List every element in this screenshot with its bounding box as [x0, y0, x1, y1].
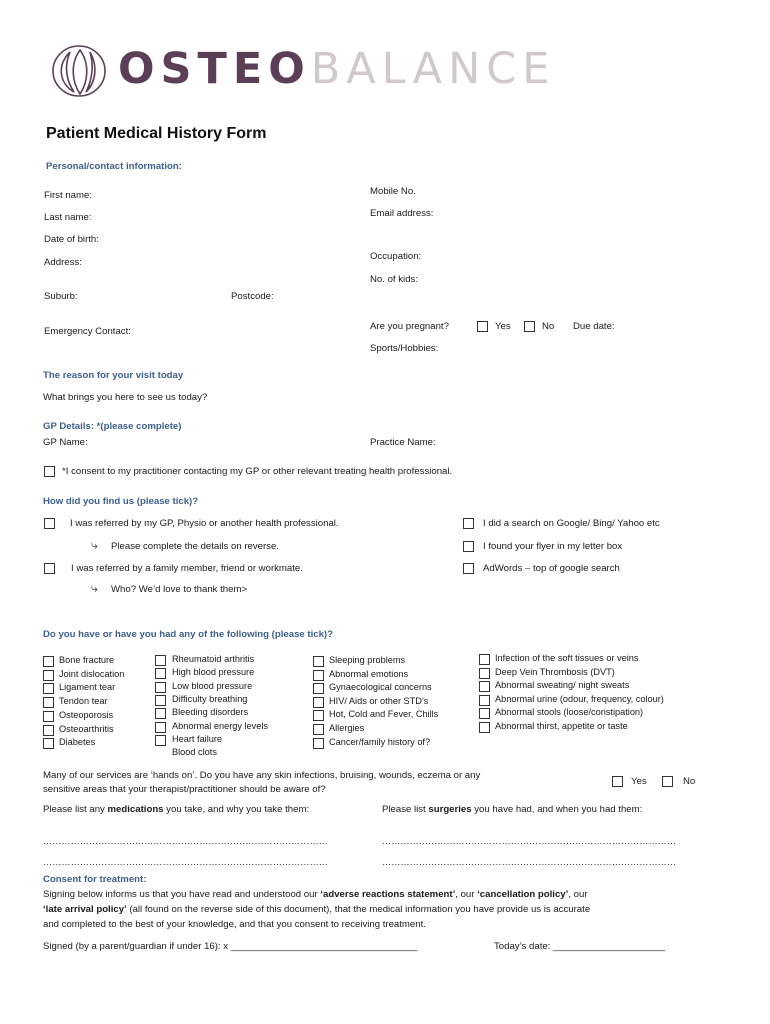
condition-label: Infection of the soft tissues or veins	[495, 653, 639, 663]
condition-label: Sleeping problems	[329, 655, 406, 665]
pregnant-label: Are you pregnant?	[370, 321, 449, 332]
consent-heading: Consent for treatment:	[43, 874, 147, 885]
condition-checkbox[interactable]	[479, 695, 490, 706]
condition-checkbox[interactable]	[479, 681, 490, 692]
hands-on-line-1: Many of our services are ‘hands on’. Do you have any skin infections, bruising, wounds, eczema or any	[43, 770, 481, 781]
todays-date-line[interactable]: Today’s date: _____________________	[494, 941, 666, 952]
condition-checkbox[interactable]	[313, 738, 324, 749]
hands-on-yes-label: Yes	[631, 776, 647, 787]
surgeries-dotted-line-2[interactable]: ……………………………………………………………………………………	[382, 857, 676, 867]
condition-label: Cancer/family history of?	[329, 737, 431, 747]
suburb-label: Suburb:	[44, 291, 78, 302]
email-label: Email address:	[370, 208, 434, 219]
adwords-label: AdWords – top of google search	[483, 563, 620, 574]
condition-label: Osteoporosis	[59, 710, 114, 720]
medications-dotted-line-2[interactable]: …………………………………………………………………………………	[43, 857, 328, 867]
hands-on-no-label: No	[683, 776, 696, 787]
osteobalance-logo-icon	[50, 44, 108, 98]
brand-wordmark	[118, 44, 555, 94]
condition-checkbox[interactable]	[43, 656, 54, 667]
occupation-label: Occupation:	[370, 251, 422, 262]
condition-checkbox[interactable]	[313, 724, 324, 735]
condition-label: Difficulty breathing	[172, 694, 248, 704]
gp-consent-checkbox[interactable]	[44, 466, 55, 477]
condition-label: Bleeding disorders	[172, 707, 249, 717]
dob-label: Date of birth:	[44, 234, 99, 245]
condition-checkbox[interactable]	[479, 722, 490, 733]
condition-checkbox[interactable]	[479, 668, 490, 679]
condition-label: Low blood pressure	[172, 681, 253, 691]
condition-checkbox[interactable]	[479, 654, 490, 665]
surgeries-dotted-line-1[interactable]: ……………………………………………………………………………………	[382, 836, 676, 846]
condition-checkbox[interactable]	[43, 670, 54, 681]
condition-checkbox[interactable]	[313, 683, 324, 694]
condition-checkbox[interactable]	[313, 710, 324, 721]
condition-label: Abnormal energy levels	[172, 721, 269, 731]
condition-label: Abnormal emotions	[329, 669, 409, 679]
conditions-heading: Do you have or have you had any of the following (please tick)?	[43, 629, 333, 640]
gp-heading: GP Details: *(please complete)	[43, 421, 182, 432]
condition-label: Abnormal urine (odour, frequency, colour)	[495, 694, 664, 704]
condition-checkbox[interactable]	[313, 670, 324, 681]
condition-label: Diabetes	[59, 737, 96, 747]
condition-checkbox[interactable]	[155, 722, 166, 733]
hands-on-line-2: sensitive areas that your therapist/practitioner should be aware of?	[43, 784, 326, 795]
gp-consent-label: *I consent to my practitioner contacting my GP or other relevant treating health professional.	[62, 466, 453, 477]
reason-question: What brings you here to see us today?	[43, 392, 208, 403]
condition-checkbox[interactable]	[155, 735, 166, 746]
personal-heading: Personal/contact information:	[46, 161, 182, 172]
condition-checkbox[interactable]	[43, 738, 54, 749]
pregnant-yes-checkbox[interactable]	[477, 321, 488, 332]
condition-label: Heart failure	[172, 734, 223, 744]
condition-checkbox[interactable]	[155, 695, 166, 706]
practice-name-label: Practice Name:	[370, 437, 436, 448]
kids-label: No. of kids:	[370, 274, 418, 285]
find-us-heading: How did you find us (please tick)?	[43, 496, 199, 507]
consent-line-3: and completed to the best of your knowledge, and that you consent to receiving treatment.	[43, 919, 426, 930]
hands-on-no-checkbox[interactable]	[662, 776, 673, 787]
condition-label: Blood clots	[172, 747, 217, 757]
condition-label: Gynaecological concerns	[329, 682, 432, 692]
condition-label: High blood pressure	[172, 667, 255, 677]
hands-on-yes-checkbox[interactable]	[612, 776, 623, 787]
referred-family-checkbox[interactable]	[44, 563, 55, 574]
consent-line-2: ‘late arrival policy’ (all found on the reverse side of this document), that the medical information you have provide us is accurate	[43, 904, 591, 915]
flyer-label: I found your flyer in my letter box	[483, 541, 623, 552]
condition-checkbox[interactable]	[313, 697, 324, 708]
condition-label: Rheumatoid arthritis	[172, 654, 255, 664]
google-search-checkbox[interactable]	[463, 518, 474, 529]
condition-checkbox[interactable]	[155, 708, 166, 719]
condition-label: Deep Vein Thrombosis (DVT)	[495, 667, 615, 677]
condition-checkbox[interactable]	[479, 708, 490, 719]
condition-checkbox[interactable]	[43, 725, 54, 736]
pregnant-yes-label: Yes	[495, 321, 511, 332]
condition-label: Allergies	[329, 723, 365, 733]
referred-gp-label: I was referred by my GP, Physio or another health professional.	[70, 518, 339, 529]
condition-checkbox[interactable]	[43, 697, 54, 708]
condition-label: Tendon tear	[59, 696, 108, 706]
due-date-label: Due date:	[573, 321, 615, 332]
condition-checkbox[interactable]	[155, 655, 166, 666]
condition-label: Hot, Cold and Fever, Chills	[329, 709, 439, 719]
condition-checkbox[interactable]	[43, 711, 54, 722]
referred-family-sub-label: Who? We’d love to thank them>	[111, 584, 248, 595]
condition-label: Joint dislocation	[59, 669, 125, 679]
address-label: Address:	[44, 257, 82, 268]
condition-label: Ligament tear	[59, 682, 116, 692]
condition-checkbox[interactable]	[155, 682, 166, 693]
referred-family-label: I was referred by a family member, friend or workmate.	[71, 563, 303, 574]
pregnant-no-checkbox[interactable]	[524, 321, 535, 332]
postcode-label: Postcode:	[231, 291, 274, 302]
condition-checkbox[interactable]	[313, 656, 324, 667]
brand-part1: OSTEO	[118, 44, 311, 94]
medications-prompt: Please list any medications you take, and why you take them:	[43, 804, 310, 815]
page-title: Patient Medical History Form	[46, 125, 267, 142]
flyer-checkbox[interactable]	[463, 541, 474, 552]
sports-label: Sports/Hobbies:	[370, 343, 439, 354]
condition-label: HIV/ Aids or other STD’s	[329, 696, 429, 706]
condition-label: Abnormal stools (loose/constipation)	[495, 707, 644, 717]
mobile-label: Mobile No.	[370, 186, 416, 197]
surgeries-prompt: Please list surgeries you have had, and when you had them:	[382, 804, 643, 815]
medications-dotted-line-1[interactable]: …………………………………………………………………………………	[43, 836, 328, 846]
google-search-label: I did a search on Google/ Bing/ Yahoo etc	[483, 518, 660, 529]
first-name-label: First name:	[44, 190, 92, 201]
condition-label: Abnormal thirst, appetite or taste	[495, 721, 628, 731]
condition-label: Bone fracture	[59, 655, 115, 665]
curved-arrow-icon: ⤷	[91, 538, 98, 552]
adwords-checkbox[interactable]	[463, 563, 474, 574]
condition-label: Osteoarthritis	[59, 724, 114, 734]
curved-arrow-icon: ⤷	[91, 581, 98, 595]
last-name-label: Last name:	[44, 212, 92, 223]
condition-checkbox[interactable]	[155, 668, 166, 679]
emergency-contact-label: Emergency Contact:	[44, 326, 131, 337]
reason-heading: The reason for your visit today	[43, 370, 184, 381]
signature-line[interactable]: Signed (by a parent/guardian if under 16): x ___________________________________	[43, 941, 418, 952]
referred-gp-checkbox[interactable]	[44, 518, 55, 529]
pregnant-no-label: No	[542, 321, 555, 332]
consent-line-1: Signing below informs us that you have read and understood our ‘adverse reactions statement’, our ‘cancellation policy’, our	[43, 889, 588, 900]
referred-gp-sub-label: Please complete the details on reverse.	[111, 541, 279, 552]
brand-part2: BALANCE	[310, 44, 556, 94]
condition-label: Abnormal sweating/ night sweats	[495, 680, 630, 690]
condition-checkbox[interactable]	[43, 683, 54, 694]
gp-name-label: GP Name:	[43, 437, 88, 448]
